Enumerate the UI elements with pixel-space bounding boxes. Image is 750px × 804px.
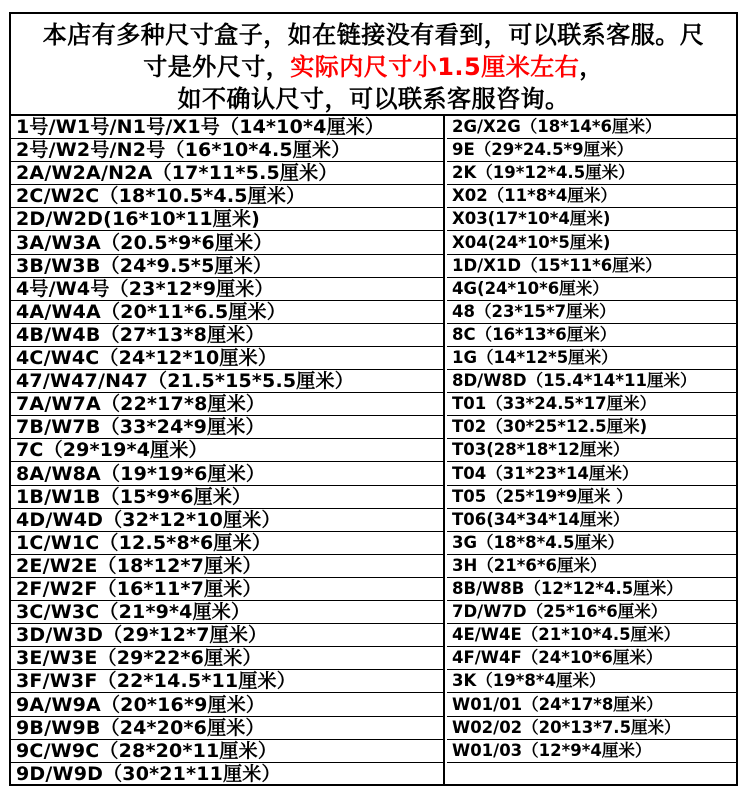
size-row <box>447 162 736 185</box>
size-entry: X03(17*10*4厘米) <box>452 209 611 229</box>
size-entry: 47/W47/N47（21.5*15*5.5厘米） <box>16 370 354 393</box>
size-entry: 4号/W4号（23*12*9厘米） <box>16 277 274 300</box>
size-entry: 4A/W4A（20*11*6.5厘米） <box>16 300 286 323</box>
size-row <box>447 647 736 670</box>
size-row <box>11 670 443 693</box>
size-row <box>447 509 736 532</box>
size-entry: 3E/W3E（29*22*6厘米） <box>16 647 262 670</box>
size-entry: 1B/W1B（15*9*6厘米） <box>16 485 252 508</box>
size-entry: 2D/W2D(16*10*11厘米) <box>16 208 261 231</box>
size-entry: 8C（16*13*6厘米） <box>452 324 617 344</box>
size-entry: 3A/W3A（20.5*9*6厘米） <box>16 231 273 254</box>
size-entry: 7B/W7B（33*24*9厘米） <box>16 416 265 439</box>
size-row <box>11 255 443 278</box>
size-entry: T05（25*19*9厘米 ） <box>452 486 633 506</box>
size-entry: 7A/W7A（22*17*8厘米） <box>16 393 266 416</box>
size-row <box>11 694 443 717</box>
size-table <box>9 12 738 786</box>
notice-line-2-prefix: 寸是外尺寸， <box>143 53 291 81</box>
right-size-column <box>447 116 736 786</box>
size-row <box>447 324 736 347</box>
size-row <box>11 624 443 647</box>
size-entry: 8A/W8A（19*19*6厘米） <box>16 462 266 485</box>
size-entry: 2A/W2A/N2A（17*11*5.5厘米） <box>16 162 338 185</box>
size-row <box>447 763 736 786</box>
size-row <box>11 601 443 624</box>
size-row <box>11 416 443 439</box>
size-row <box>447 185 736 208</box>
inner-size-warning: 实际内尺寸小1.5厘米左右 <box>290 53 580 81</box>
size-row <box>447 439 736 462</box>
size-row <box>11 116 443 139</box>
size-row <box>447 486 736 509</box>
size-entry: 8B/W8B（12*12*4.5厘米） <box>452 579 683 598</box>
size-entry: 1D/X1D（15*11*6厘米） <box>452 255 662 275</box>
size-row <box>447 393 736 416</box>
size-row <box>447 416 736 439</box>
size-entry: 1G（14*12*5厘米） <box>452 348 618 367</box>
size-row <box>447 532 736 555</box>
size-entry: T01（33*24.5*17厘米） <box>452 394 657 414</box>
size-entry: 4G(24*10*6厘米） <box>452 278 609 298</box>
size-row <box>11 578 443 601</box>
size-entry: 2C/W2C（18*10.5*4.5厘米） <box>16 185 306 208</box>
notice-line-1: 本店有多种尺寸盒子，如在链接没有看到，可以联系客服。尺 <box>42 21 705 49</box>
size-row <box>447 301 736 324</box>
size-row <box>11 717 443 740</box>
size-row <box>447 578 736 601</box>
size-entry: 4D/W4D（32*12*10厘米） <box>16 508 281 531</box>
size-row <box>447 370 736 393</box>
size-row <box>11 232 443 255</box>
size-entry: 2号/W2号/N2号（16*10*4.5厘米） <box>16 139 351 162</box>
size-entry: 9C/W9C（28*20*11厘米） <box>16 739 278 762</box>
size-entry: 2G/X2G（18*14*6厘米） <box>452 117 662 136</box>
size-row <box>11 647 443 670</box>
size-entry: 2K（19*12*4.5厘米） <box>452 163 635 183</box>
size-row <box>447 116 736 139</box>
size-entry: 3D/W3D（29*12*7厘米） <box>16 624 268 647</box>
size-entry: 4B/W4B（27*13*8厘米） <box>16 323 265 346</box>
size-entry: W01/01（24*17*8厘米） <box>452 694 663 714</box>
size-entry: 48（23*15*7厘米） <box>452 301 616 321</box>
size-row <box>447 694 736 717</box>
size-entry: 3H（21*6*6厘米） <box>452 555 607 575</box>
size-entry: 9A/W9A（20*16*9厘米） <box>16 693 266 716</box>
notice-line-2 <box>11 52 736 82</box>
size-entry: 7C（29*19*4厘米） <box>16 439 208 462</box>
size-row <box>11 185 443 208</box>
size-entry: 1号/W1号/N1号/X1号（14*10*4厘米） <box>16 116 385 138</box>
notice-line-3: 如不确认尺寸，可以联系客服咨询。 <box>177 85 570 113</box>
size-row <box>447 717 736 740</box>
size-entry: W02/02（20*13*7.5厘米） <box>452 717 681 737</box>
size-entry: 4E/W4E（21*10*4.5厘米） <box>452 625 681 645</box>
size-row <box>11 278 443 301</box>
size-row <box>11 162 443 185</box>
size-row <box>11 347 443 370</box>
size-row <box>11 486 443 509</box>
size-row <box>11 740 443 763</box>
size-entry: 7D/W7D（25*16*6厘米） <box>452 602 668 622</box>
size-entry: 3K（19*8*4厘米） <box>452 671 606 691</box>
size-entry: X04(24*10*5厘米) <box>452 232 611 252</box>
size-entry: 3C/W3C（21*9*4厘米） <box>16 601 251 624</box>
size-row <box>11 463 443 486</box>
size-row <box>11 439 443 462</box>
size-row <box>447 208 736 231</box>
size-entry: T06(34*34*14厘米） <box>452 509 630 529</box>
size-row <box>11 509 443 532</box>
size-row <box>11 532 443 555</box>
size-row <box>11 555 443 578</box>
size-entry: T02（30*25*12.5厘米) <box>452 417 648 437</box>
size-entry: 3G（18*8*4.5厘米） <box>452 532 624 552</box>
size-entry: W01/03（12*9*4厘米） <box>452 740 652 760</box>
size-row <box>11 208 443 231</box>
size-row <box>447 670 736 693</box>
size-row <box>447 624 736 647</box>
size-entry: 1C/W1C（12.5*8*6厘米） <box>16 531 272 554</box>
size-row <box>447 463 736 486</box>
size-row <box>11 324 443 347</box>
left-size-column <box>11 116 445 786</box>
size-row <box>447 740 736 763</box>
notice-line-2-suffix: ， <box>579 53 604 81</box>
size-row <box>11 370 443 393</box>
size-row <box>447 278 736 301</box>
size-row <box>447 347 736 370</box>
notice-header <box>11 14 736 116</box>
size-row <box>11 763 443 786</box>
size-entry: 2E/W2E（18*12*7厘米） <box>16 554 262 577</box>
size-entry: 4C/W4C（24*12*10厘米） <box>16 347 278 369</box>
size-row <box>447 601 736 624</box>
size-entry: 8D/W8D（15.4*14*11厘米） <box>452 371 697 391</box>
size-entry: 4F/W4F（24*10*6厘米） <box>452 648 663 668</box>
size-entry: 2F/W2F（16*11*7厘米） <box>16 578 262 600</box>
size-row <box>447 255 736 278</box>
size-row <box>447 555 736 578</box>
size-row <box>447 139 736 162</box>
size-entry: T04（31*23*14厘米） <box>452 463 639 483</box>
size-entry: 9B/W9B（24*20*6厘米） <box>16 716 265 739</box>
size-row <box>11 393 443 416</box>
size-entry: 3B/W3B（24*9.5*5厘米） <box>16 254 273 277</box>
size-entry: X02（11*8*4厘米） <box>452 186 617 206</box>
size-row <box>11 139 443 162</box>
size-entry: 9E（29*24.5*9厘米） <box>452 140 634 160</box>
size-entry: 9D/W9D（30*21*11厘米） <box>16 762 281 785</box>
size-row <box>447 232 736 255</box>
size-row <box>11 301 443 324</box>
size-entry: T03(28*18*12厘米） <box>452 440 630 460</box>
size-entry: 3F/W3F（22*14.5*11厘米） <box>16 670 296 693</box>
